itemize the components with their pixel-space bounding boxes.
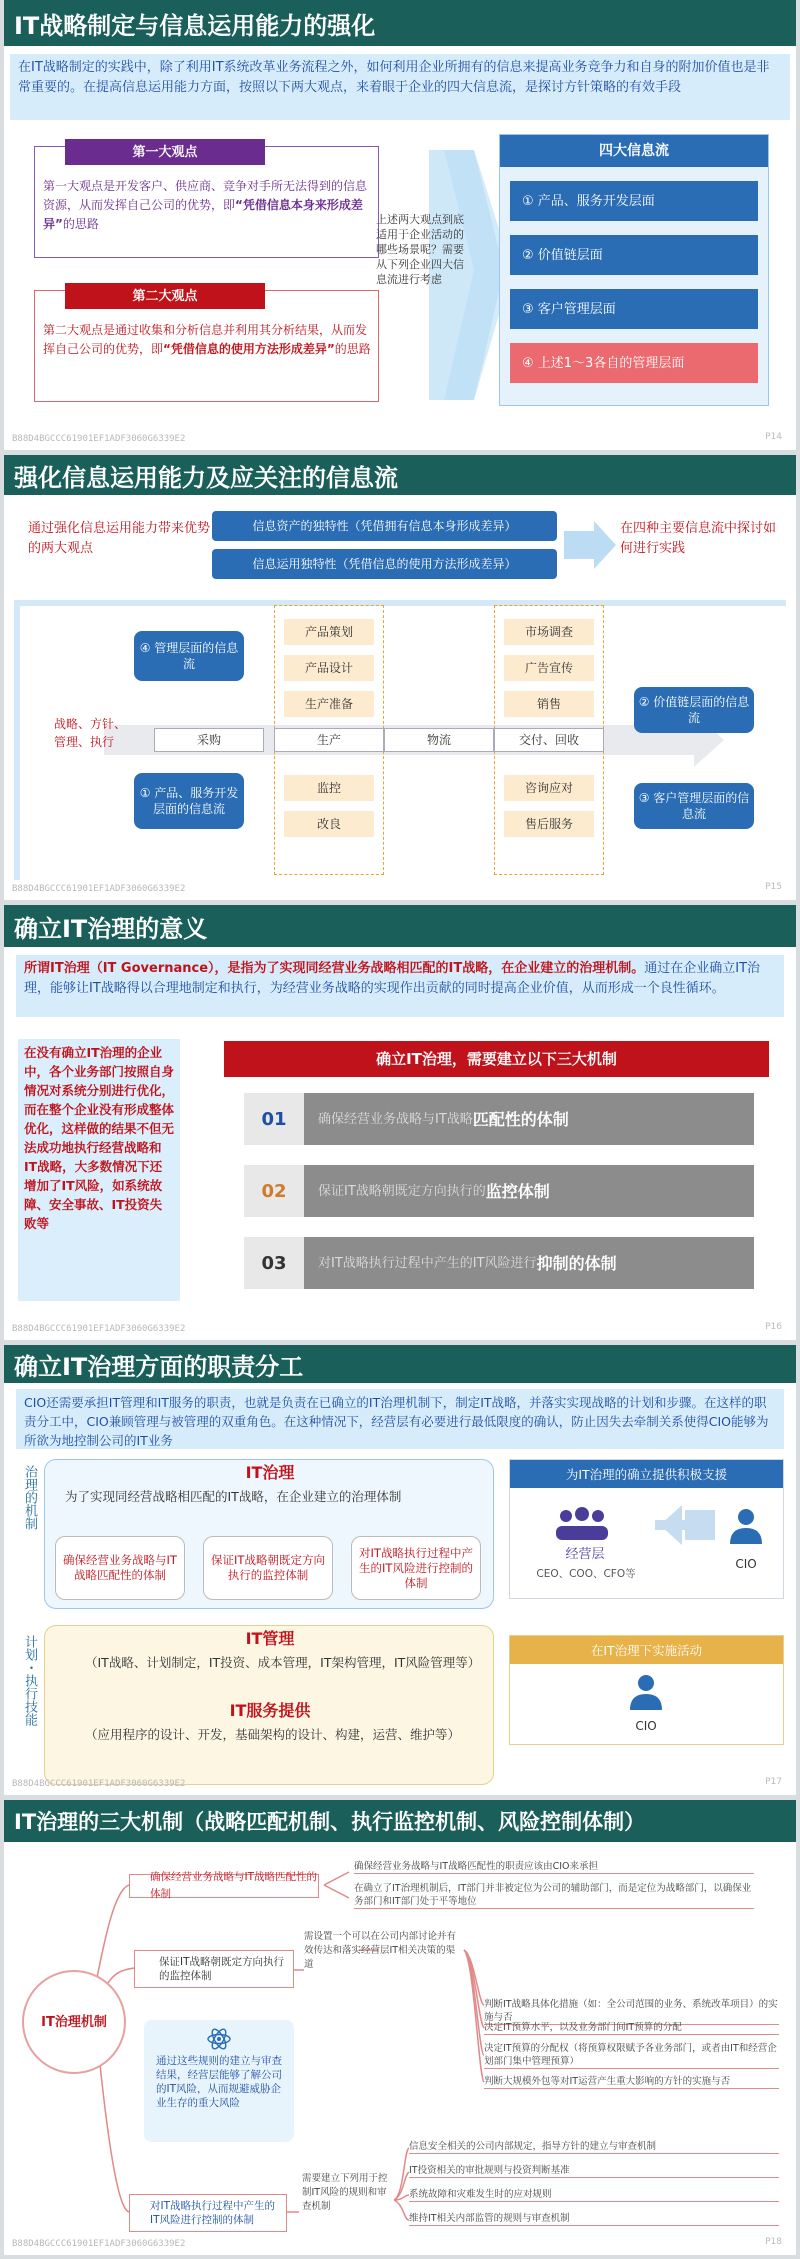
branch-1: 确保经营业务战略与IT战略匹配性的体制 (129, 1874, 319, 1898)
slide-title: IT治理的三大机制（战略匹配机制、执行监控机制、风险控制体制） (4, 1800, 796, 1842)
flow-item: ① 产品、服务开发层面 (510, 181, 758, 221)
slide-p18 (4, 1800, 796, 2255)
col-item: 监控 (284, 775, 374, 801)
mechanism-emphasis: 抑制的体制 (536, 1253, 617, 1273)
bubble-customer: ③ 客户管理层面的信息流 (634, 783, 754, 829)
page-number: P15 (765, 882, 782, 892)
slide-title: IT战略制定与信息运用能力的强化 (4, 0, 796, 46)
cio-label: CIO (635, 1719, 657, 1733)
col-item: 销售 (504, 691, 594, 717)
it-service-title: IT服务提供 (229, 1701, 311, 1720)
chain-label: 战略、方针、管理、执行 (54, 717, 127, 749)
mechanism-header: 确立IT治理，需要建立以下三大机制 (224, 1041, 769, 1077)
intro-text: 所谓IT治理（IT Governance），是指为了实现同经营业务战略相匹配的IT战略，在企业建立的治理机制。通过在企业确立IT治理，能够让IT战略得以合理地制定和执行，为经营业务战略的实现作出贡献的同时提高企业价值，从而形成一个良性循环。 (16, 955, 784, 1017)
branch-3: 对IT战略执行过程中产生的IT风险进行控制的体制 (129, 2194, 287, 2232)
left-problem-text: 在没有确立IT治理的企业中，各个业务部门按照自身情况对系统分别进行优化，而在整个企业没有形成整体优化，这样做的结果不但无法成功地执行经营战略和IT战略，大多数情况下还增加了IT风险，如系统故障、安全事故、IT投资失败等 (18, 1039, 180, 1301)
it-management-title: IT管理 (245, 1629, 295, 1648)
side-label-governance: 治理的机制 (22, 1465, 37, 1530)
cio-icon (626, 1672, 666, 1712)
under-title: 在IT治理下实施活动 (510, 1636, 783, 1664)
cio-icon (726, 1506, 766, 1546)
chain-step: 采购 (154, 728, 264, 752)
pill-1: 信息资产的独特性（凭借拥有信息本身形成差异） (212, 511, 557, 541)
mechanism-row (244, 1237, 754, 1289)
leaf: 判断大规模外包等对IT运营产生重大影响的方针的实施与否 (484, 2075, 779, 2089)
slide-title: 确立IT治理的意义 (4, 905, 796, 947)
mechanism-text: 确保经营业务战略与IT战略 (318, 1111, 473, 1127)
col-item: 售后服务 (504, 811, 594, 837)
mechanism-row (244, 1093, 754, 1145)
governance-item: 保证IT战略朝既定方向执行的监控体制 (203, 1536, 333, 1600)
doc-code: B88D4BGCCC61901EF1ADF3060G6339E2 (12, 2239, 186, 2249)
mechanism-row (244, 1165, 754, 1217)
leaf: 决定IT预算水平，以及业务部门间IT预算的分配 (484, 2021, 779, 2035)
branch-2-mid: 需设置一个可以在公司内部讨论并有效传达和落实经营层IT相关决策的渠道 (304, 1931, 457, 1970)
leaf: 在确立了IT治理机制后，IT部门并非被定位为公司的辅助部门，而是定位为战略部门，以确保业务部门和IT部门处于平等地位 (354, 1882, 754, 1909)
col-item: 产品设计 (284, 655, 374, 681)
slide-p15 (4, 455, 796, 900)
view1-card (34, 146, 379, 258)
governance-title: IT治理 (245, 1463, 295, 1482)
leaf: 系统故障和灾难发生时的应对规则 (409, 2188, 779, 2202)
left-label: 通过强化信息运用能力带来优势的两大观点 (28, 521, 211, 556)
flows-panel (499, 134, 769, 406)
cio-label: CIO (735, 1557, 757, 1571)
under-panel (509, 1635, 784, 1745)
view2-card (34, 290, 379, 402)
view1-title: 第一大观点 (65, 139, 265, 165)
mechanism-num: 03 (244, 1237, 304, 1289)
slide-title: 强化信息运用能力及应关注的信息流 (4, 455, 796, 495)
view1-body: 第一大观点是开发客户、供应商、竞争对手所无法得到的信息资源，从而发挥自己公司的优势，即“凭借信息本身来形成差异”的思路 (43, 179, 368, 231)
slide-title: 确立IT治理方面的职责分工 (4, 1345, 796, 1383)
slide-p17 (4, 1345, 796, 1795)
governance-item: 确保经营业务战略与IT战略匹配性的体制 (55, 1536, 185, 1600)
side-label-skills: 计划・执行技能 (22, 1635, 37, 1726)
leaf: 确保经营业务战略与IT战略匹配性的职责应该由CIO来承担 (354, 1860, 754, 1874)
page-number: P16 (765, 1322, 782, 1332)
leaf: IT投资相关的审批规则与投资判断基准 (409, 2164, 779, 2178)
page-number: P18 (765, 2237, 782, 2247)
mechanism-text: 对IT战略执行过程中产生的IT风险进行 (318, 1255, 537, 1271)
chain-step: 交付、回收 (494, 728, 604, 752)
col-item: 市场调查 (504, 619, 594, 645)
col-item: 产品策划 (284, 619, 374, 645)
page-number: P17 (765, 1777, 782, 1787)
management-panel (44, 1625, 494, 1785)
col-item: 改良 (284, 811, 374, 837)
root-node: IT治理机制 (22, 1970, 126, 2074)
doc-code: B88D4BGCCC61901EF1ADF3060G6339E2 (12, 434, 186, 444)
executives-sub: CEO、COO、CFO等 (536, 1568, 636, 1580)
doc-code: B88D4BGCCC61901EF1ADF3060G6339E2 (12, 884, 186, 894)
note-text: 通过这些规则的建立与审查结果，经营层能够了解公司的IT风险，从而规避威胁企业生存的重大风险 (156, 2055, 282, 2109)
support-panel (509, 1459, 784, 1599)
flow-item: ② 价值链层面 (510, 235, 758, 275)
governance-item: 对IT战略执行过程中产生的IT风险进行控制的体制 (351, 1536, 481, 1600)
col-item: 生产准备 (284, 691, 374, 717)
governance-panel (44, 1459, 494, 1609)
view2-title: 第二大观点 (65, 283, 265, 309)
leaf: 决定IT预算的分配权（将预算权限赋予各业务部门，或者由IT和经营企划部门集中管理预算） (484, 2042, 779, 2069)
view2-body: 第二大观点是通过收集和分析信息并利用其分析结果，从而发挥自己公司的优势，即“凭借信息的使用方法形成差异”的思路 (43, 323, 371, 356)
bubble-management: ④ 管理层面的信息流 (134, 631, 244, 681)
pill-2: 信息运用独特性（凭借信息的使用方法形成差异） (212, 549, 557, 579)
chain-step: 生产 (274, 728, 384, 752)
mechanism-text: 保证IT战略朝既定方向执行的 (318, 1183, 486, 1199)
governance-text: 为了实现同经营战略相匹配的IT战略，在企业建立的治理体制 (65, 1489, 402, 1504)
doc-code: B88D4BGCCC61901EF1ADF3060G6339E2 (12, 1324, 186, 1334)
mechanism-emphasis: 监控体制 (485, 1181, 550, 1201)
flow-item: ③ 客户管理层面 (510, 289, 758, 329)
flow-item: ④ 上述1～3各自的管理层面 (510, 343, 758, 383)
doc-code: B88D4BGCCC61901EF1ADF3060G6339E2 (12, 1779, 186, 1789)
branch-3-mid: 需要建立下列用于控制IT风险的规则和审查机制 (302, 2173, 388, 2212)
support-title: 为IT治理的确立提供积极支援 (510, 1460, 783, 1488)
it-management-text: （IT战略、计划制定，IT投资、成本管理，IT架构管理，IT风险管理等） (85, 1655, 481, 1670)
mechanism-num: 01 (244, 1093, 304, 1145)
col-item: 咨询应对 (504, 775, 594, 801)
page-number: P14 (765, 432, 782, 442)
it-service-text: （应用程序的设计、开发，基础架构的设计、构建，运营、维护等） (85, 1727, 461, 1742)
col-item: 广告宣传 (504, 655, 594, 681)
chain-step: 物流 (384, 728, 494, 752)
slide-p16 (4, 905, 796, 1340)
intro-text: 在IT战略制定的实践中，除了利用IT系统改革业务流程之外，如何利用企业所拥有的信息来提高业务竞争力和自身的附加价值也是非常重要的。在提高信息运用能力方面，按照以下两大观点，来着眼于企业的四大信息流，是探讨方针策略的有效手段 (10, 54, 790, 120)
flows-title: 四大信息流 (500, 135, 768, 167)
leaf: 判断IT战略具体化措施（如：全公司范围的业务、系统改革项目）的实施与否 (484, 1999, 778, 2023)
arrow-text: 上述两大观点到底适用于企业活动的哪些场景呢？需要从下列企业四大信息流进行考虑 (376, 213, 464, 286)
slide-p14 (4, 0, 796, 450)
atom-icon (206, 2026, 232, 2052)
leaf: 维持IT相关内部监管的规则与审查机制 (409, 2212, 779, 2226)
right-label: 在四种主要信息流中探讨如何进行实践 (620, 521, 777, 556)
note-card (144, 2020, 294, 2142)
executives-label: 经营层 (565, 1547, 605, 1562)
bubble-product: ① 产品、服务开发层面的信息流 (134, 773, 244, 829)
mechanism-num: 02 (244, 1165, 304, 1217)
branch-2: 保证IT战略朝既定方向执行的监控体制 (134, 1950, 294, 1988)
bubble-value-chain: ② 价值链层面的信息流 (634, 687, 754, 733)
intro-text: CIO还需要承担IT管理和IT服务的职责，也就是负责在已确立的IT治理机制下，制定IT战略，并落实实现战略的计划和步骤。在这样的职责分工中，CIO兼顾管理与被管理的双重角色。在这种情况下，经营层有必要进行最低限度的确认，防止因失去牵制关系使得CIO能够为所欲为地控制公司的IT业务 (16, 1389, 784, 1449)
mechanism-emphasis: 匹配性的体制 (472, 1109, 569, 1129)
leaf: 信息安全相关的公司内部规定，指导方针的建立与审查机制 (409, 2140, 779, 2154)
